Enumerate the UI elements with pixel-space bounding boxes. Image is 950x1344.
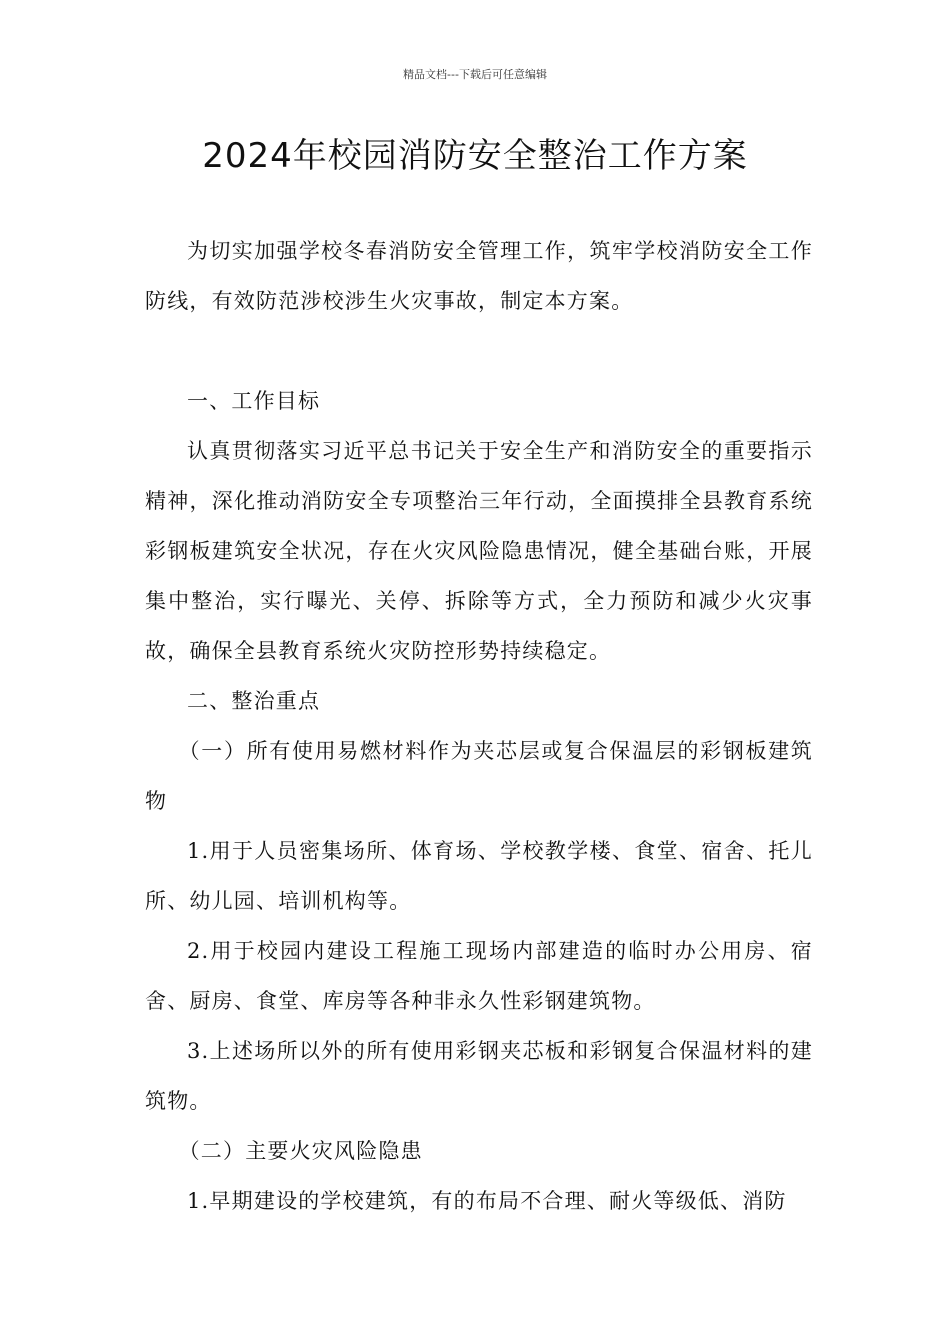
- goals-paragraph: 认真贯彻落实习近平总书记关于安全生产和消防安全的重要指示精神，深化推动消防安全专项整治三年行动，全面摸排全县教育系统彩钢板建筑安全状况，存在火灾风险隐患情况，健全基础台账，开展集中整治，实行曝光、关停、拆除等方式，全力预防和减少火灾事故，确保全县教育系统火灾防控形势持续稳定。: [145, 439, 813, 663]
- section-heading-goals: 一、工作目标: [187, 389, 321, 413]
- list-item-2: 2.用于校园内建设工程施工现场内部建造的临时办公用房、宿舍、厨房、食堂、库房等各种非永久性彩钢建筑物。: [145, 939, 813, 1013]
- subsection-heading-buildings: （一）所有使用易燃材料作为夹芯层或复合保温层的彩钢板建筑物: [145, 739, 813, 813]
- document-title: 2024年校园消防安全整治工作方案: [202, 136, 748, 176]
- section-heading-focus: 二、整治重点: [187, 689, 321, 713]
- list-item-3: 3.上述场所以外的所有使用彩钢夹芯板和彩钢复合保温材料的建筑物。: [145, 1039, 813, 1113]
- risk-item-1: 1.早期建设的学校建筑，有的布局不合理、耐火等级低、消防: [187, 1189, 787, 1213]
- subsection-heading-risks: （二）主要火灾风险隐患: [178, 1139, 423, 1163]
- intro-paragraph: 为切实加强学校冬春消防安全管理工作，筑牢学校消防安全工作防线，有效防范涉校涉生火灾事故，制定本方案。: [145, 239, 813, 313]
- paragraph-gap: [145, 326, 813, 376]
- header-note: 精品文档---下载后可任意编辑: [403, 68, 547, 81]
- document-body: [145, 226, 813, 1226]
- list-item-1: 1.用于人员密集场所、体育场、学校教学楼、食堂、宿舍、托儿所、幼儿园、培训机构等。: [145, 839, 813, 913]
